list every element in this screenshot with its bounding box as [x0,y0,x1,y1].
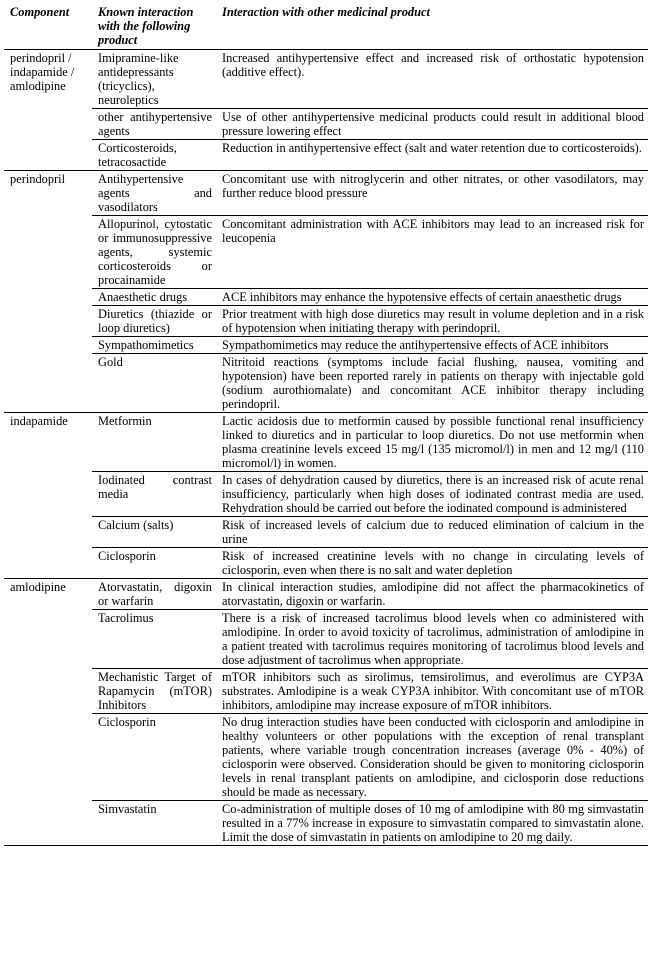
component-cell: perindopril / indapamide / amlodipine [4,50,92,109]
effect-cell: Increased antihypertensive effect and increased risk of orthostatic hypotension (additive effect). [216,50,648,109]
component-cell [4,354,92,413]
component-cell [4,140,92,171]
table-header-row [4,4,648,50]
table-row [4,548,648,579]
table-row [4,171,648,216]
table-row [4,579,648,610]
drug-cell: Mechanistic Target of Rapamycin (mTOR) Inhibitors [92,669,216,714]
effect-cell: In cases of dehydration caused by diuretics, there is an increased risk of acute renal insufficiency, particularly when high doses of iodinated contrast media are used. Rehydration should be carried out before the iodinated compound is administered [216,472,648,517]
component-cell [4,714,92,801]
component-cell [4,517,92,548]
drug-cell: Ciclosporin [92,714,216,801]
table-row [4,610,648,669]
drug-cell: other antihypertensive agents [92,109,216,140]
drug-cell: Antihypertensive agents and vasodilators [92,171,216,216]
table-row [4,109,648,140]
drug-cell: Imipramine-like antidepressants (tricyclics), neuroleptics [92,50,216,109]
table-row [4,50,648,109]
effect-cell: Reduction in antihypertensive effect (salt and water retention due to corticosteroids). [216,140,648,171]
effect-cell: Concomitant use with nitroglycerin and other nitrates, or other vasodilators, may further reduce blood pressure [216,171,648,216]
drug-cell: Allopurinol, cytostatic or immunosuppressive agents, systemic corticosteroids or procainamide [92,216,216,289]
drug-cell: Metformin [92,413,216,472]
table-row [4,216,648,289]
component-cell [4,216,92,289]
table-row [4,354,648,413]
table-row [4,517,648,548]
drug-cell: Corticosteroids, tetracosactide [92,140,216,171]
effect-cell: In clinical interaction studies, amlodipine did not affect the pharmacokinetics of atorvastatin, digoxin or warfarin. [216,579,648,610]
effect-cell: Use of other antihypertensive medicinal products could result in additional blood pressure lowering effect [216,109,648,140]
header-known-interaction: Known interaction with the following product [98,5,194,47]
effect-cell: Risk of increased creatinine levels with no change in circulating levels of ciclosporin, even when there is no salt and water depletion [216,548,648,579]
drug-cell: Diuretics (thiazide or loop diuretics) [92,306,216,337]
drug-cell: Calcium (salts) [92,517,216,548]
effect-cell: There is a risk of increased tacrolimus blood levels when co administered with amlodipine. In order to avoid toxicity of tacrolimus, administration of amlodipine in a patient treated with tacrolimus requires monitoring of tacrolimus blood levels and dose adjustment of tacrolimus when appropriate. [216,610,648,669]
component-cell [4,610,92,669]
drug-cell: Atorvastatin, digoxin or warfarin [92,579,216,610]
effect-cell: ACE inhibitors may enhance the hypotensive effects of certain anaesthetic drugs [216,289,648,306]
effect-cell: Lactic acidosis due to metformin caused by possible functional renal insufficiency linked to diuretics and in particular to loop diuretics. Do not use metformin when plasma creatinine levels exceed 15 mg/l (135 micromol/l) in men and 12 mg/l (110 micromol/l) in women. [216,413,648,472]
drug-cell: Simvastatin [92,801,216,846]
table-row [4,801,648,846]
table-row [4,472,648,517]
component-cell: amlodipine [4,579,92,610]
header-interaction: Interaction with other medicinal product [222,5,430,19]
component-cell [4,289,92,306]
table-row [4,306,648,337]
drug-cell: Iodinated contrast media [92,472,216,517]
drug-cell: Anaesthetic drugs [92,289,216,306]
table-row [4,714,648,801]
drug-cell: Sympathomimetics [92,337,216,354]
component-cell [4,801,92,846]
header-component: Component [10,5,70,19]
component-cell [4,337,92,354]
component-cell [4,472,92,517]
table-row [4,413,648,472]
effect-cell: No drug interaction studies have been conducted with ciclosporin and amlodipine in healthy volunteers or other populations with the exception of renal transplant patients, where variable trough concentration increases (average 0% - 40%) of ciclosporin were observed. Consideration should be given to monitoring ciclosporin levels in renal transplant patients on amlodipine, and ciclosporin dose reductions should be made as necessary. [216,714,648,801]
table-row [4,669,648,714]
component-cell [4,669,92,714]
drug-cell: Ciclosporin [92,548,216,579]
effect-cell: mTOR inhibitors such as sirolimus, temsirolimus, and everolimus are CYP3A substrates. Amlodipine is a weak CYP3A inhibitor. With concomitant use of mTOR inhibitors, amlodipine may increase exposure of mTOR inhibitors. [216,669,648,714]
component-cell: perindopril [4,171,92,216]
component-cell: indapamide [4,413,92,472]
interaction-table [4,4,648,846]
table-row [4,140,648,171]
drug-cell: Tacrolimus [92,610,216,669]
effect-cell: Sympathomimetics may reduce the antihypertensive effects of ACE inhibitors [216,337,648,354]
effect-cell: Concomitant administration with ACE inhibitors may lead to an increased risk for leucopenia [216,216,648,289]
table-row [4,289,648,306]
component-cell [4,548,92,579]
effect-cell: Nitritoid reactions (symptoms include facial flushing, nausea, vomiting and hypotension) have been reported rarely in patients on therapy with injectable gold (sodium aurothiomalate) and concomitant ACE inhibitor therapy including perindopril. [216,354,648,413]
component-cell [4,109,92,140]
component-cell [4,306,92,337]
table-row [4,337,648,354]
effect-cell: Prior treatment with high dose diuretics may result in volume depletion and in a risk of hypotension when initiating therapy with perindopril. [216,306,648,337]
effect-cell: Co-administration of multiple doses of 10 mg of amlodipine with 80 mg simvastatin resulted in a 77% increase in exposure to simvastatin compared to simvastatin alone. Limit the dose of simvastatin in patients on amlodipine to 20 mg daily. [216,801,648,846]
drug-cell: Gold [92,354,216,413]
effect-cell: Risk of increased levels of calcium due to reduced elimination of calcium in the urine [216,517,648,548]
